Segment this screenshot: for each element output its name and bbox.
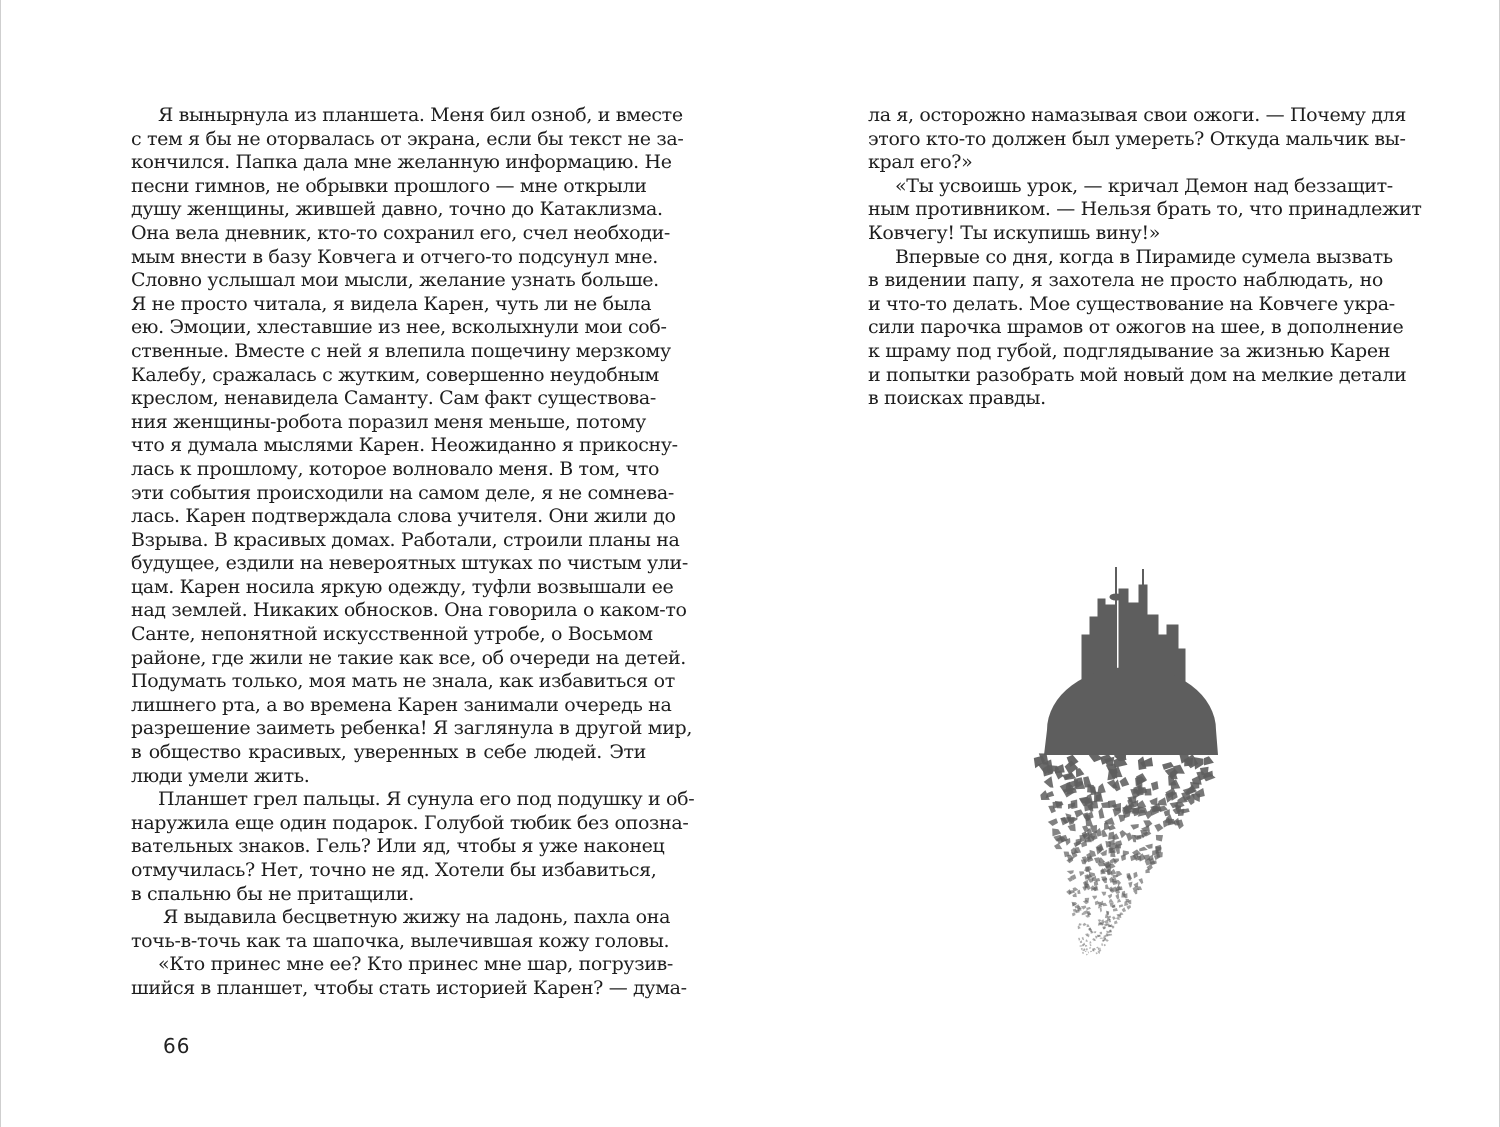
debris-particle bbox=[1104, 944, 1106, 946]
debris-particle bbox=[1145, 844, 1153, 849]
text-line: ла я, осторожно намазывая свои ожоги. — Почему для bbox=[868, 104, 1407, 126]
debris-particle bbox=[1048, 818, 1058, 826]
text-line: Словно услышал мои мысли, желание узнать больше. bbox=[131, 269, 659, 292]
page-number: 66 bbox=[163, 1034, 191, 1058]
debris-particle bbox=[1089, 941, 1091, 944]
debris-particle bbox=[1151, 781, 1159, 791]
debris-particle bbox=[1083, 776, 1092, 787]
debris-particle bbox=[1076, 781, 1085, 789]
debris-particle bbox=[1086, 948, 1088, 950]
text-line: точь-в-точь как та шапочка, вылечившая кожу головы. bbox=[131, 929, 670, 952]
debris-particle bbox=[1123, 850, 1129, 856]
debris-particle bbox=[1116, 871, 1122, 877]
debris-particle bbox=[1100, 932, 1103, 935]
debris-particles-icon bbox=[1034, 751, 1216, 955]
debris-particle bbox=[1066, 889, 1072, 895]
debris-particle bbox=[1080, 940, 1083, 943]
debris-particle bbox=[1109, 887, 1113, 892]
text-line: и что-то делать. Мое существование на Ковчеге укра- bbox=[868, 292, 1395, 315]
text-line: над землей. Никаких обносков. Она говорила о каком-то bbox=[131, 599, 687, 622]
debris-particle bbox=[1122, 907, 1126, 912]
text-line: с тем я бы не оторвалась от экрана, если бы текст не за- bbox=[131, 127, 684, 150]
text-line: Впервые со дня, когда в Пирамиде сумела вызвать bbox=[895, 245, 1393, 268]
debris-particle bbox=[1104, 920, 1109, 924]
debris-particle bbox=[1112, 916, 1116, 920]
debris-particle bbox=[1079, 871, 1084, 876]
debris-particle bbox=[1194, 757, 1204, 770]
text-line: в видении папу, я захотела не просто наблюдать, но bbox=[868, 269, 1383, 292]
debris-particle bbox=[1100, 908, 1102, 913]
right-page-text bbox=[868, 104, 1422, 411]
debris-particle bbox=[1078, 938, 1080, 941]
debris-particle bbox=[1156, 835, 1163, 842]
debris-particle bbox=[1080, 945, 1083, 946]
debris-particle bbox=[1088, 952, 1090, 954]
text-line: ею. Эмоции, хлеставшие из нее, всколыхнули мои соб- bbox=[131, 316, 667, 339]
debris-particle bbox=[1076, 768, 1085, 777]
debris-particle bbox=[1128, 882, 1132, 888]
debris-particle bbox=[1126, 905, 1131, 910]
text-line: душу женщины, жившей давно, точно до Катаклизма. bbox=[131, 198, 663, 221]
debris-particle bbox=[1115, 893, 1119, 899]
debris-particle bbox=[1082, 937, 1085, 940]
debris-particle bbox=[1082, 952, 1084, 954]
debris-particle bbox=[1127, 873, 1133, 879]
debris-particle bbox=[1155, 847, 1161, 854]
debris-particle bbox=[1072, 893, 1076, 898]
text-line: вательных знаков. Гель? Или яд, чтобы я уже наконец bbox=[131, 835, 665, 858]
text-line: Калебу, сражалась с жутким, совершенно неудобным bbox=[131, 363, 659, 386]
debris-particle bbox=[1098, 919, 1101, 922]
debris-particle bbox=[1086, 954, 1088, 956]
debris-particle bbox=[1096, 952, 1098, 954]
debris-particle bbox=[1117, 899, 1121, 903]
debris-particle bbox=[1204, 756, 1214, 765]
debris-particle bbox=[1074, 809, 1083, 817]
text-line: разрешение заиметь ребенка! Я заглянула в другой мир, bbox=[131, 717, 693, 740]
text-line: Я выдавила бесцветную жижу на ладонь, пахла она bbox=[163, 906, 671, 929]
debris-particle bbox=[1126, 832, 1133, 841]
debris-particle bbox=[1115, 846, 1120, 855]
debris-particle bbox=[1099, 948, 1101, 950]
debris-particle bbox=[1082, 944, 1085, 946]
text-line: эти события происходили на самом деле, я не сомнева- bbox=[131, 481, 674, 504]
debris-particle bbox=[1108, 894, 1112, 899]
debris-particle bbox=[1087, 836, 1095, 842]
text-line: и попытки разобрать мой новый дом на мелкие детали bbox=[868, 363, 1407, 386]
debris-particle bbox=[1105, 884, 1109, 889]
text-line: ным противником. — Нельзя брать то, что принадлежит bbox=[868, 198, 1422, 221]
debris-particle bbox=[1083, 923, 1087, 926]
debris-particle bbox=[1120, 830, 1127, 838]
debris-particle bbox=[1184, 758, 1193, 767]
debris-particle bbox=[1078, 926, 1081, 929]
text-line: цам. Карен носила яркую одежду, туфли возвышали ее bbox=[131, 575, 674, 598]
left-page-text bbox=[131, 104, 695, 1001]
debris-particle bbox=[1092, 896, 1097, 900]
debris-particle bbox=[1101, 943, 1103, 946]
debris-particle bbox=[1120, 777, 1130, 787]
debris-particle bbox=[1108, 832, 1115, 840]
text-line: Взрыва. В красивых домах. Работали, строили планы на bbox=[131, 528, 680, 551]
debris-particle bbox=[1149, 797, 1157, 805]
debris-particle bbox=[1100, 938, 1103, 939]
debris-particle bbox=[1086, 939, 1088, 941]
text-line: к шраму под губой, подглядывание за жизнью Карен bbox=[868, 339, 1391, 362]
text-line: в спальню бы не притащили. bbox=[131, 882, 414, 905]
debris-particle bbox=[1108, 800, 1117, 808]
debris-particle bbox=[1086, 907, 1091, 910]
debris-particle bbox=[1077, 890, 1080, 894]
debris-particle bbox=[1110, 930, 1113, 933]
debris-particle bbox=[1089, 947, 1091, 949]
debris-particle bbox=[1119, 904, 1124, 908]
text-line: районе, где жили не такие как все, об очереди на детей. bbox=[131, 646, 686, 669]
debris-particle bbox=[1071, 800, 1078, 810]
debris-particle bbox=[1098, 952, 1100, 954]
text-line: «Кто принес мне ее? Кто принес мне шар, погрузив- bbox=[158, 953, 673, 976]
debris-particle bbox=[1053, 835, 1062, 842]
debris-particle bbox=[1085, 945, 1087, 947]
text-line: Планшет грел пальцы. Я сунула его под подушку и об- bbox=[158, 788, 695, 811]
text-line: отмучилась? Нет, точно не яд. Хотели бы избавиться, bbox=[131, 859, 657, 881]
text-line: Ковчегу! Ты искупишь вину!» bbox=[868, 221, 1161, 244]
debris-particle bbox=[1102, 926, 1106, 929]
debris-particle bbox=[1044, 776, 1054, 788]
text-line: Подумать только, моя мать не знала, как избавиться от bbox=[131, 670, 675, 693]
debris-particle bbox=[1067, 870, 1074, 874]
text-line: в общество красивых, уверенных в себе людей. Эти bbox=[131, 741, 646, 764]
debris-particle bbox=[1139, 847, 1148, 852]
debris-particle bbox=[1078, 923, 1081, 926]
text-line: этого кто-то должен был умереть? Откуда мальчик вы- bbox=[868, 127, 1406, 150]
debris-particle bbox=[1119, 913, 1123, 916]
debris-particle bbox=[1087, 924, 1090, 927]
text-line: крал его?» bbox=[868, 151, 973, 174]
text-line: креслом, ненавидела Саманту. Сам факт существова- bbox=[131, 387, 656, 410]
debris-particle bbox=[1090, 951, 1092, 952]
debris-particle bbox=[1130, 824, 1138, 830]
debris-particle bbox=[1101, 829, 1107, 837]
text-line: лась. Карен подтверждала слова учителя. Они жили до bbox=[131, 505, 676, 528]
text-line: будущее, ездили на невероятных штуках по чистым ули- bbox=[131, 552, 688, 575]
debris-particle bbox=[1093, 931, 1096, 933]
sphere-icon bbox=[1044, 667, 1218, 755]
debris-particle bbox=[1068, 824, 1076, 832]
debris-particle bbox=[1133, 872, 1137, 879]
debris-particle bbox=[1098, 923, 1101, 926]
debris-particle bbox=[1154, 824, 1163, 832]
debris-particle bbox=[1114, 920, 1118, 924]
debris-particle bbox=[1072, 912, 1076, 916]
text-line: наружила еще один подарок. Голубой тюбик без опозна- bbox=[131, 811, 689, 834]
debris-particle bbox=[1073, 909, 1077, 912]
city-on-sphere-illustration bbox=[1000, 555, 1260, 975]
text-line: в поисках правды. bbox=[868, 387, 1046, 410]
debris-particle bbox=[1109, 899, 1114, 903]
debris-particle bbox=[1081, 906, 1087, 910]
left-page-edge bbox=[0, 0, 1, 1127]
debris-particle bbox=[1106, 911, 1109, 915]
text-line: Я вынырнула из планшета. Меня бил озноб, и вместе bbox=[158, 104, 683, 126]
city-skyline-icon bbox=[1082, 567, 1185, 681]
debris-particle bbox=[1139, 878, 1144, 884]
text-line: песни гимнов, не обрывки прошлого — мне открыли bbox=[131, 174, 647, 197]
text-line: лась к прошлому, которое волновало меня. В том, что bbox=[131, 457, 660, 480]
text-line: ния женщины-робота поразил меня меньше, потому bbox=[131, 410, 647, 433]
debris-particle bbox=[1134, 882, 1139, 887]
debris-particle bbox=[1144, 788, 1151, 795]
debris-particle bbox=[1113, 908, 1118, 912]
text-line: Я не просто читала, я видела Карен, чуть ли не была bbox=[131, 292, 652, 315]
debris-particle bbox=[1098, 807, 1104, 819]
debris-particle bbox=[1090, 944, 1092, 946]
text-line: кончился. Папка дала мне желанную информацию. Не bbox=[131, 151, 672, 174]
debris-particle bbox=[1054, 843, 1062, 849]
debris-particle bbox=[1055, 764, 1065, 773]
debris-particle bbox=[1173, 765, 1185, 774]
text-line: сили парочка шрамов от ожогов на шее, в дополнение bbox=[868, 316, 1404, 339]
text-line: «Ты усвоишь урок, — кричал Демон над беззащит- bbox=[895, 174, 1393, 197]
text-line: Санте, непонятной искусственной утробе, о Восьмом bbox=[131, 623, 653, 646]
text-line: шийся в планшет, чтобы стать историей Карен? — дума- bbox=[131, 976, 687, 999]
debris-particle bbox=[1085, 951, 1087, 953]
debris-particle bbox=[1096, 947, 1098, 949]
debris-particle bbox=[1158, 797, 1167, 805]
debris-particle bbox=[1081, 948, 1083, 950]
text-line: Она вела дневник, кто-то сохранил его, счел необходи- bbox=[131, 221, 670, 244]
text-line: лишнего рта, а во времена Карен занимали очередь на bbox=[131, 693, 672, 716]
text-line: что я думала мыслями Карен. Неожиданно я прикосну- bbox=[131, 434, 678, 457]
debris-particle bbox=[1090, 850, 1097, 858]
debris-particle bbox=[1101, 892, 1106, 896]
text-line: мым внести в базу Ковчега и отчего-то подсунул мне. bbox=[131, 245, 658, 268]
debris-particle bbox=[1095, 936, 1098, 939]
text-line: ственные. Вместе с ней я влепила пощечину мерзкому bbox=[131, 339, 671, 362]
text-line: люди умели жить. bbox=[131, 764, 310, 787]
